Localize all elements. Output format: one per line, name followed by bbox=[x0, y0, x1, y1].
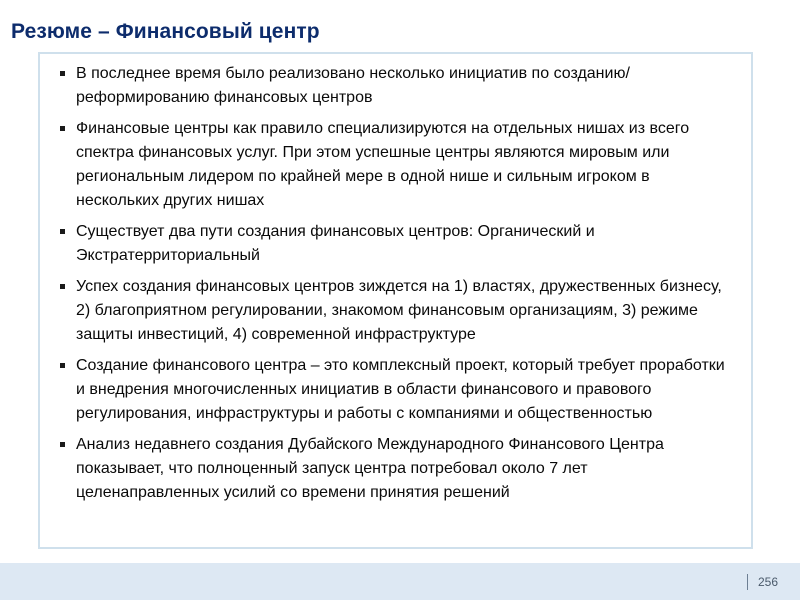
content-box bbox=[38, 52, 753, 549]
bullet-item bbox=[60, 62, 733, 110]
square-bullet-icon bbox=[60, 363, 65, 368]
bullet-text: Существует два пути создания финансовых центров: Органический и Экстратерриториальный bbox=[76, 223, 595, 264]
bullet-item bbox=[60, 220, 733, 268]
slide-title: Резюме – Финансовый центр bbox=[11, 20, 320, 43]
square-bullet-icon bbox=[60, 71, 65, 76]
bullet-text: Создание финансового центра – это комплексный проект, который требует проработки и внедрения многочисленных инициатив в области финансового и правового регулирования, инфраструктуры и работы с компаниями и общественностью bbox=[76, 357, 725, 422]
square-bullet-icon bbox=[60, 284, 65, 289]
bullet-text: Финансовые центры как правило специализируются на отдельных нишах из всего спектра финансовых услуг. При этом успешные центры являются мировым или региональным лидером по крайней мере в одной нише и сильным игроком в нескольких других нишах bbox=[76, 120, 690, 209]
square-bullet-icon bbox=[60, 442, 65, 447]
bullet-item bbox=[60, 275, 733, 347]
square-bullet-icon bbox=[60, 126, 65, 131]
square-bullet-icon bbox=[60, 229, 65, 234]
bullet-text: Анализ недавнего создания Дубайского Международного Финансового Центра показывает, что полноценный запуск центра потребовал около 7 лет целенаправленных усилий со времени принятия решений bbox=[76, 436, 664, 501]
bullet-text: Успех создания финансовых центров зиждется на 1) властях, дружественных бизнесу, 2) благоприятном регулировании, знакомом финансовым организациям, 3) режиме защиты инвестиций, 4) современной инфраструктуре bbox=[76, 278, 722, 343]
bullet-list bbox=[40, 54, 751, 505]
footer-divider bbox=[747, 574, 748, 590]
bullet-item bbox=[60, 433, 733, 505]
bullet-item bbox=[60, 354, 733, 426]
bullet-item bbox=[60, 117, 733, 213]
bullet-text: В последнее время было реализовано несколько инициатив по созданию/реформированию финансовых центров bbox=[76, 65, 630, 106]
footer-band bbox=[0, 563, 800, 600]
page-number: 256 bbox=[758, 575, 779, 589]
